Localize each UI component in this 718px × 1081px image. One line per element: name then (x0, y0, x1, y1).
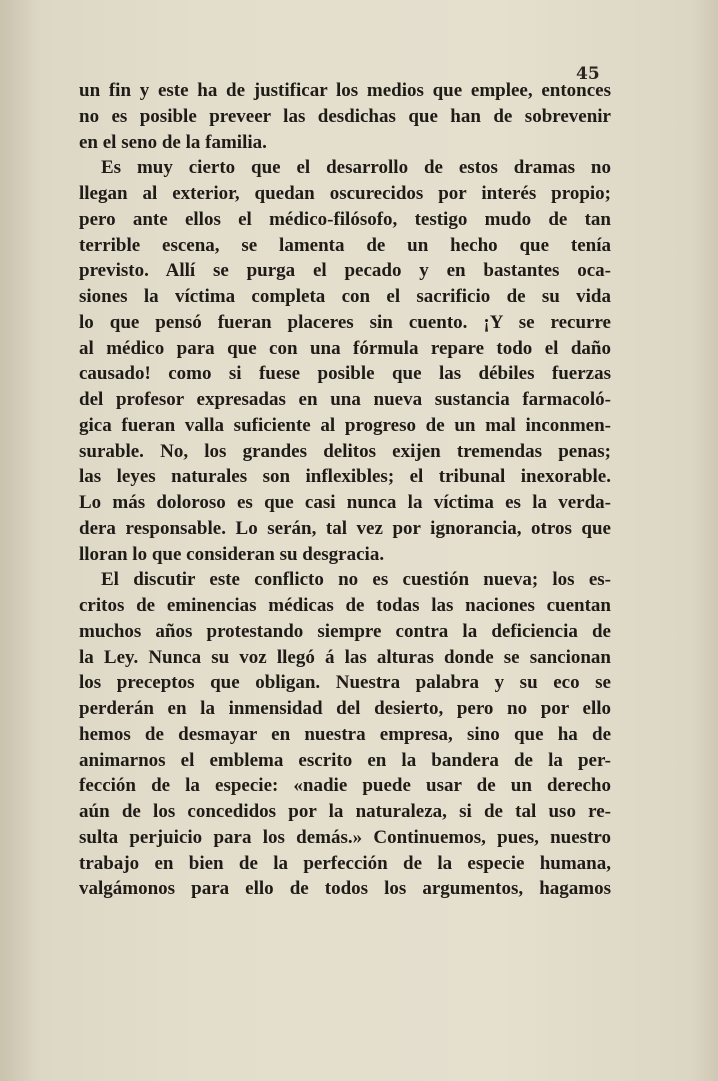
text-line: fección de la especie: «nadie puede usar de un derecho (79, 775, 611, 797)
text-line: aún de los concedidos por la naturaleza, si de tal uso re- (79, 801, 611, 822)
text-line: Es muy cierto que el desarrollo de estos dramas no (101, 157, 611, 179)
text-line: perderán en la inmensidad del desierto, pero no por ello (79, 698, 611, 719)
text-line: siones la víctima completa con el sacrificio de su vida (79, 286, 611, 307)
text-line: llegan al exterior, quedan oscurecidos por interés propio; (79, 183, 611, 204)
paragraph-2 (79, 155, 611, 567)
text-line: causado! como si fuese posible que las débiles fuerzas (79, 363, 611, 385)
text-line: pero ante ellos el médico-filósofo, testigo mudo de tan (79, 208, 611, 230)
text-line: la Ley. Nunca su voz llegó á las alturas donde se sancionan (79, 646, 611, 668)
text-line: un fin y este ha de justificar los medios que emplee, entonces (79, 80, 611, 101)
text-line: gica fueran valla suficiente al progreso de un mal inconmen- (79, 414, 611, 436)
text-line: dera responsable. Lo serán, tal vez por ignorancia, otros que (79, 517, 611, 539)
paragraph-3 (79, 567, 611, 902)
text-line: al médico para que con una fórmula repare todo el daño (79, 337, 611, 359)
text-line: valgámonos para ello de todos los argumentos, hagamos (79, 878, 611, 900)
text-line: previsto. Allí se purga el pecado y en bastantes oca- (79, 260, 611, 282)
text-line: hemos de desmayar en nuestra empresa, sino que ha de (79, 723, 611, 745)
text-line: las leyes naturales son inflexibles; el tribunal inexorable. (79, 466, 611, 488)
text-line: no es posible preveer las desdichas que han de sobrevenir (79, 105, 611, 127)
text-line: los preceptos que obligan. Nuestra palabra y su eco se (79, 672, 611, 694)
text-line: lloran lo que consideran su desgracia. (79, 543, 385, 565)
text-line: del profesor expresadas en una nueva sustancia farmacoló- (79, 389, 611, 410)
text-line: El discutir este conflicto no es cuestión nueva; los es- (101, 569, 611, 591)
text-line: Lo más doloroso es que casi nunca la víctima es la verda- (79, 492, 611, 513)
text-line: lo que pensó fueran placeres sin cuento. ¡Y se recurre (79, 311, 611, 333)
text-line: trabajo en bien de la perfección de la especie humana, (79, 852, 611, 874)
text-line: terrible escena, se lamenta de un hecho que tenía (79, 234, 611, 256)
text-line: sulta perjuicio para los demás.» Continuemos, pues, nuestro (79, 826, 611, 848)
text-line: surable. No, los grandes delitos exijen tremendas penas; (79, 440, 611, 462)
text-line: animarnos el emblema escrito en la bandera de la per- (79, 749, 611, 771)
paragraph-1 (79, 78, 611, 155)
page-number: 45 (576, 64, 600, 84)
body-text (79, 78, 611, 902)
text-line: en el seno de la familia. (79, 131, 267, 153)
text-line: critos de eminencias médicas de todas las naciones cuentan (79, 595, 611, 616)
text-line: muchos años protestando siempre contra la deficiencia de (79, 620, 611, 642)
